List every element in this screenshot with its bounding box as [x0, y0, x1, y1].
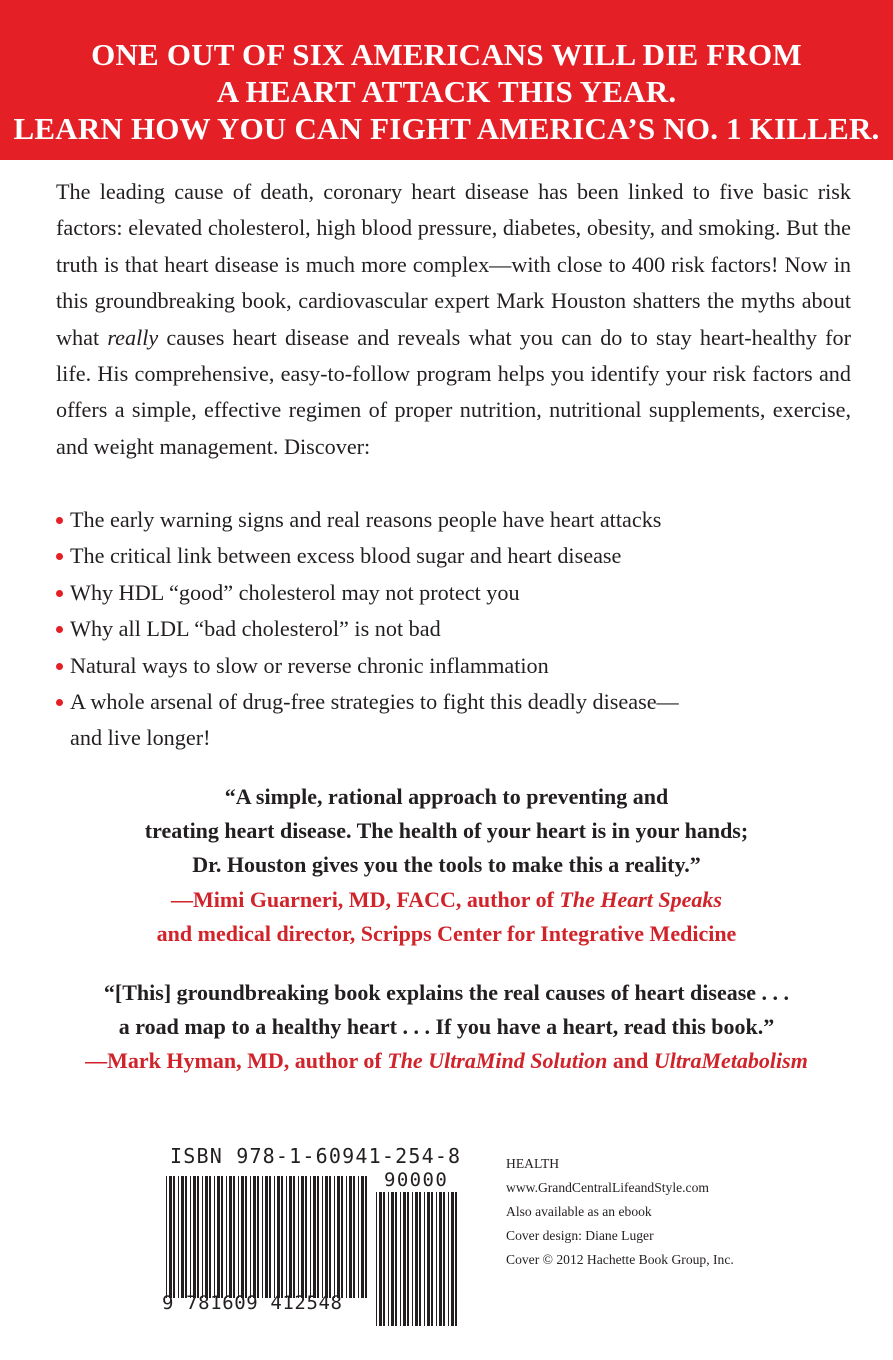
category-label: HEALTH: [506, 1156, 560, 1171]
list-item: The early warning signs and real reasons people have heart attacks: [56, 502, 851, 538]
barcode-bar: [217, 1176, 220, 1298]
barcode-bar: [293, 1176, 295, 1298]
barcode-bar: [313, 1176, 316, 1298]
barcode-bar: [353, 1176, 355, 1298]
barcode-bar: [412, 1192, 413, 1326]
barcode-bar: [185, 1176, 187, 1298]
barcode-bar: [383, 1192, 385, 1326]
barcode-bar: [214, 1176, 215, 1298]
barcode-bar: [289, 1176, 292, 1298]
top-banner: [0, 0, 893, 160]
barcode-bar: [169, 1176, 172, 1298]
barcode-bar: [443, 1192, 445, 1326]
barcode-bar: [241, 1176, 244, 1298]
list-item: Natural ways to slow or reverse chronic inflammation: [56, 648, 851, 684]
bullet-dot-icon: [56, 590, 63, 597]
barcode-bar: [436, 1192, 437, 1326]
barcode-bar: [286, 1176, 287, 1298]
barcode-bar: [253, 1176, 256, 1298]
quote-line: a road map to a healthy heart . . . If you have a heart, read this book.”: [118, 1014, 775, 1040]
barcode-bar: [245, 1176, 247, 1298]
barcode-bar: [388, 1192, 389, 1326]
barcode-bar: [395, 1192, 397, 1326]
barcode-bar: [361, 1176, 364, 1298]
barcode-bar: [226, 1176, 227, 1298]
quote-line: “A simple, rational approach to preventing and: [224, 784, 669, 809]
barcode-bar: [178, 1176, 179, 1298]
intro-text-b: causes heart disease and reveals what you can do to stay heart-healthy for life. His comprehensive, easy-to-follow program helps you identify your risk factors and offers a simple, effective regimen of proper nutrition, nutritional supplements, exercise, and weight management. Discover:: [56, 324, 851, 459]
barcode-bar: [341, 1176, 343, 1298]
barcode-bar: [221, 1176, 223, 1298]
barcode-bar: [419, 1192, 421, 1326]
barcode-bar: [277, 1176, 280, 1298]
barcode-bar: [274, 1176, 275, 1298]
isbn-label: ISBN 978-1-60941-254-8: [170, 1144, 462, 1168]
bullet-dot-icon: [56, 663, 63, 670]
list-item: The critical link between excess blood sugar and heart disease: [56, 538, 851, 574]
bullet-dot-icon: [56, 626, 63, 633]
list-item: Why HDL “good” cholesterol may not protect you: [56, 575, 851, 611]
barcode-bar: [281, 1176, 283, 1298]
barcode-bar: [427, 1192, 430, 1326]
intro-paragraph: [56, 174, 851, 465]
barcode-bar: [376, 1192, 377, 1326]
quote-line: “[This] groundbreaking book explains the real causes of heart disease . . .: [103, 980, 790, 1005]
barcode-bar: [202, 1176, 203, 1298]
bullet-dot-icon: [56, 553, 63, 560]
barcode-bar: [391, 1192, 394, 1326]
barcode-bar: [298, 1176, 299, 1298]
barcode-bar: [305, 1176, 307, 1298]
barcode-bar: [197, 1176, 199, 1298]
barcode-bar: [365, 1176, 367, 1298]
barcode-bar: [181, 1176, 184, 1298]
barcode-bar: [407, 1192, 409, 1326]
website-url: www.GrandCentralLifeandStyle.com: [506, 1180, 709, 1195]
quote-attribution: —Mark Hyman, MD, author of The UltraMind Solution and UltraMetabolism: [85, 1048, 808, 1074]
barcode-bar: [209, 1176, 211, 1298]
barcode-bar: [379, 1192, 382, 1326]
cover-design-credit: Cover design: Diane Luger: [506, 1228, 654, 1243]
barcode-bar: [238, 1176, 239, 1298]
barcode-bar: [431, 1192, 433, 1326]
barcode-bar: [439, 1192, 442, 1326]
quote-line: Dr. Houston gives you the tools to make this a reality.”: [192, 852, 701, 878]
book-title: The UltraMind Solution: [387, 1048, 608, 1074]
barcode-bar: [403, 1192, 406, 1326]
barcode-bar: [334, 1176, 335, 1298]
barcode-bar: [265, 1176, 268, 1298]
book-title: UltraMetabolism: [653, 1048, 808, 1074]
intro-text-a: The leading cause of death, coronary heart disease has been linked to five basic risk factors: elevated cholesterol, high blood pressure, diabetes, obesity, and smoking. But the truth is that heart disease is much more complex—with close to 400 risk factors! Now in this groundbreaking book, cardiovascular expert Mark Houston shatters the myths about what: [56, 179, 851, 350]
barcode-addon-number: 90000: [384, 1169, 449, 1191]
barcode-bar: [173, 1176, 175, 1298]
discover-list: [56, 502, 851, 757]
bullet-dot-icon: [56, 517, 63, 524]
barcode-bar: [166, 1176, 167, 1298]
barcode-bar: [301, 1176, 304, 1298]
barcode-bar: [415, 1192, 418, 1326]
barcode-addon-bars: [376, 1192, 458, 1326]
barcode-bar: [205, 1176, 208, 1298]
barcode-bar: [317, 1176, 319, 1298]
barcode-bar: [349, 1176, 352, 1298]
list-item: A whole arsenal of drug-free strategies to fight this deadly disease— and live longer!: [56, 684, 851, 757]
ebook-note: Also available as an ebook: [506, 1204, 652, 1219]
banner-line-2: A HEART ATTACK THIS YEAR.: [216, 74, 677, 109]
barcode-bar: [329, 1176, 331, 1298]
barcode-bar: [190, 1176, 191, 1298]
list-item: Why all LDL “bad cholesterol” is not bad: [56, 611, 851, 647]
barcode-bar: [262, 1176, 263, 1298]
bullet-dot-icon: [56, 699, 63, 706]
credits: [506, 1152, 866, 1272]
barcode-bar: [325, 1176, 328, 1298]
banner-line-1: ONE OUT OF SIX AMERICANS WILL DIE FROM: [91, 37, 802, 72]
banner-line-3: LEARN HOW YOU CAN FIGHT AMERICA’S NO. 1 KILLER.: [13, 111, 880, 146]
quote-line: treating heart disease. The health of your heart is in your hands;: [144, 818, 749, 844]
barcode-bar: [424, 1192, 425, 1326]
barcode-bar: [455, 1192, 457, 1326]
copyright: Cover © 2012 Hachette Book Group, Inc.: [506, 1252, 734, 1267]
barcode-bar: [451, 1192, 454, 1326]
barcode-bar: [448, 1192, 449, 1326]
barcode-bar: [229, 1176, 232, 1298]
quote-guarneri: [60, 780, 833, 951]
barcode-bar: [257, 1176, 259, 1298]
barcode-bar: [193, 1176, 196, 1298]
barcode-bar: [358, 1176, 359, 1298]
barcode-bar: [269, 1176, 271, 1298]
barcode-digits: 9 781609 412548: [162, 1292, 343, 1314]
barcode-bar: [250, 1176, 251, 1298]
barcode-bar: [337, 1176, 340, 1298]
barcode-bar: [233, 1176, 235, 1298]
quote-hyman: [40, 976, 853, 1079]
barcode-bar: [400, 1192, 401, 1326]
barcode-bar: [310, 1176, 311, 1298]
quote-attribution: —Mimi Guarneri, MD, FACC, author of The Heart Speaks: [171, 886, 722, 912]
intro-emphasis: really: [107, 324, 159, 350]
barcode-bar: [346, 1176, 347, 1298]
barcode-bar: [322, 1176, 323, 1298]
barcode: [162, 1136, 462, 1336]
quote-attribution-cont: and medical director, Scripps Center for Integrative Medicine: [156, 920, 737, 946]
book-title: The Heart Speaks: [559, 886, 722, 912]
